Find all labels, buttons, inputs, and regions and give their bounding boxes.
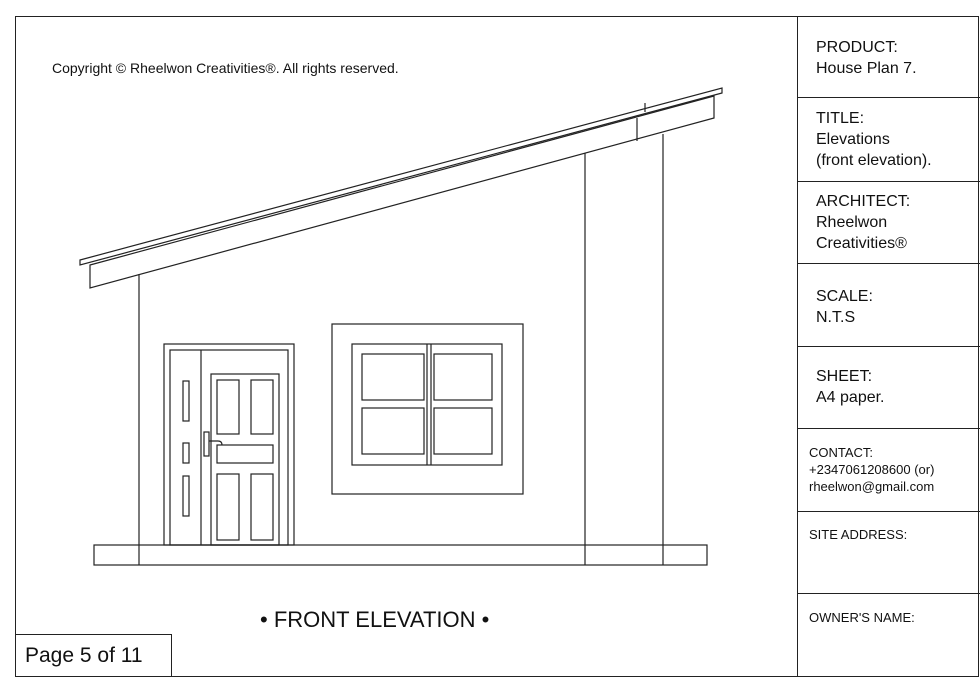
title-line2: (front elevation). (816, 152, 932, 169)
product-value: House Plan 7. (816, 60, 917, 77)
site-address-label: SITE ADDRESS: (809, 527, 908, 542)
title-line1: Elevations (816, 131, 890, 148)
sheet-label: SHEET: (816, 368, 873, 385)
title-label: TITLE: (816, 110, 865, 127)
contact-label: CONTACT: (809, 445, 874, 460)
product-cell (798, 16, 980, 98)
front-door (164, 344, 294, 545)
front-window (332, 324, 523, 494)
architect-cell (798, 182, 980, 264)
title-cell (798, 98, 980, 182)
scale-value: N.T.S (816, 309, 856, 326)
site-address-cell (798, 512, 980, 594)
scale-cell (798, 264, 980, 347)
owner-name-cell (798, 594, 980, 677)
floor-plinth (94, 545, 707, 565)
drawing-caption: • FRONT ELEVATION • (260, 607, 490, 632)
roof-edge (80, 88, 722, 265)
architect-line2: Creativities® (816, 235, 907, 252)
sheet-cell (798, 347, 980, 429)
architect-line1: Rheelwon (816, 214, 888, 231)
product-label: PRODUCT: (816, 39, 898, 56)
contact-email: rheelwon@gmail.com (809, 479, 935, 494)
roof-fascia (90, 96, 714, 288)
copyright-notice: Copyright © Rheelwon Creativities®. All rights reserved. (52, 60, 399, 76)
owner-name-label: OWNER'S NAME: (809, 610, 915, 625)
scale-label: SCALE: (816, 288, 873, 305)
title-block (797, 16, 979, 677)
sheet-value: A4 paper. (816, 389, 885, 406)
contact-cell (798, 429, 980, 512)
contact-phone: +2347061208600 (or) (809, 462, 935, 477)
architect-label: ARCHITECT: (816, 193, 911, 210)
page-number: Page 5 of 11 (15, 634, 172, 677)
